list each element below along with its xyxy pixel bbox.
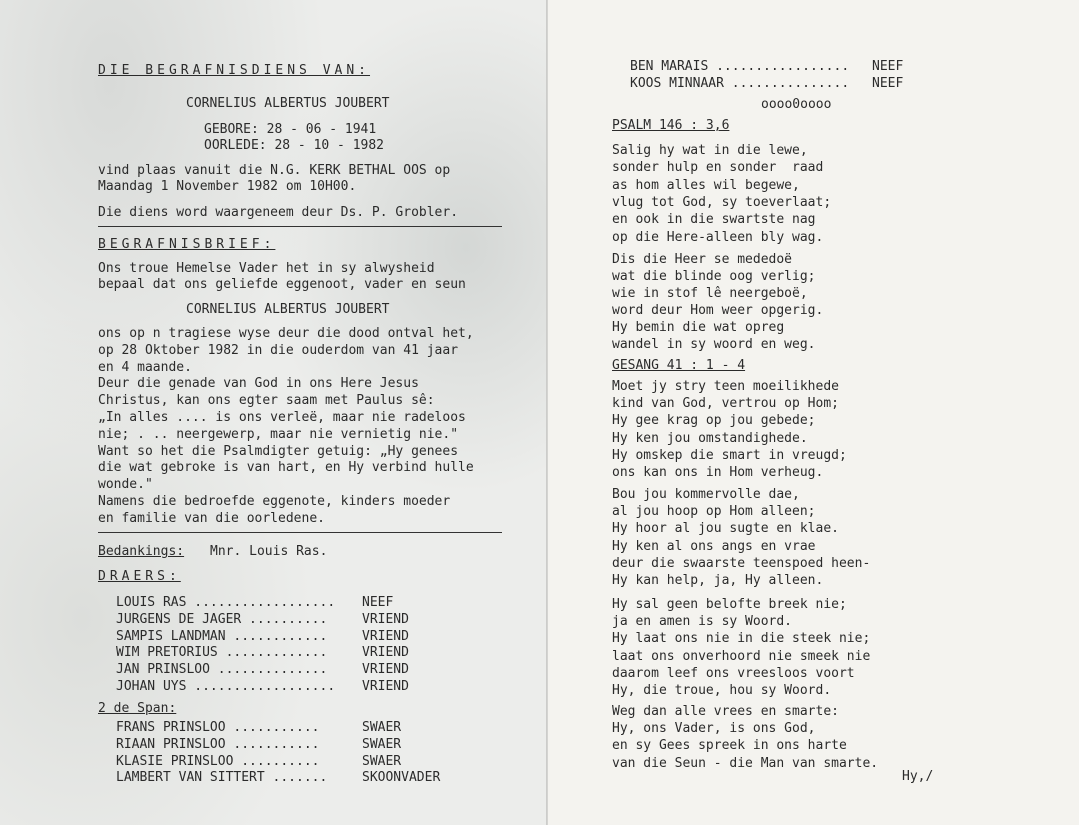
- text-line: kind van God, vertrou op Hom;: [612, 396, 839, 412]
- person-relation: SWAER: [362, 736, 402, 752]
- text-line: sonder hulp en sonder raad: [612, 160, 824, 176]
- text-line: Bou jou kommervolle dae,: [612, 487, 800, 502]
- person-name: KOOS MINNAAR ...............: [630, 76, 850, 91]
- thanks-label: Bedankings:: [98, 544, 185, 559]
- text-line: Dis die Heer se mededoë: [612, 252, 793, 267]
- birth-date: GEBORE: 28 - 06 - 1941: [204, 122, 377, 137]
- text-line: Christus, kan ons egter saam met Paulus sê:: [98, 393, 435, 409]
- text-line: Hy ken jou omstandighede.: [612, 430, 808, 446]
- text-line: wat die blinde oog verlig;: [612, 269, 816, 284]
- person-name: LOUIS RAS ..................: [116, 595, 336, 610]
- text-line: op 28 Oktober 1982 in die ouderdom van 41 jaar: [98, 342, 459, 358]
- text-line: nie; . .. neergewerp, maar nie vernietig nie.": [98, 426, 459, 442]
- separator: oooo0oooo: [761, 97, 832, 112]
- text-line: daarom leef ons vreesloos voort: [612, 665, 855, 681]
- text-line: Hy gee krag op jou gebede;: [612, 413, 816, 429]
- person-name: WIM PRETORIUS .............: [116, 645, 328, 661]
- person-name: JURGENS DE JAGER ..........: [116, 611, 328, 627]
- person-relation: VRIEND: [362, 679, 409, 694]
- text-line: ons kan ons in Hom verheug.: [612, 465, 824, 480]
- minister-line: Die diens word waargeneem deur Ds. P. Grobler.: [98, 205, 459, 220]
- text-line: al jou hoop op Hom alleen;: [612, 504, 816, 520]
- text-line: Moet jy stry teen moeilikhede: [612, 379, 839, 394]
- person-name: KLASIE PRINSLOO ..........: [116, 753, 320, 769]
- person-name: SAMPIS LANDMAN ............: [116, 628, 328, 644]
- person-name: FRANS PRINSLOO ...........: [116, 720, 320, 735]
- text-line: Hy ken al ons angs en vrae: [612, 538, 816, 554]
- person-relation: VRIEND: [362, 662, 409, 678]
- text-line: Hy bemin die wat opreg: [612, 320, 785, 335]
- service-heading: DIE BEGRAFNISDIENS VAN:: [98, 63, 371, 78]
- text-line: Salig hy wat in die lewe,: [612, 143, 808, 158]
- span2-heading: 2 de Span:: [98, 701, 177, 716]
- text-line: Ons troue Hemelse Vader het in sy alwysheid: [98, 261, 435, 276]
- text-line: Hy, ons Vader, is ons God,: [612, 721, 816, 737]
- text-line: ja en amen is sy Woord.: [612, 614, 793, 630]
- text-line: wandel in sy woord en weg.: [612, 337, 816, 352]
- text-line: Want so het die Psalmdigter getuig: „Hy genees: [98, 443, 459, 459]
- text-line: van die Seun - die Man van smarte.: [612, 755, 879, 771]
- letter-heading: BEGRAFNISBRIEF:: [98, 237, 276, 252]
- right-page: [548, 0, 1079, 825]
- psalm-heading: PSALM 146 : 3,6: [612, 118, 730, 133]
- text-line: ons op n tragiese wyse deur die dood ontval het,: [98, 326, 474, 341]
- text-line: laat ons onverhoord nie smeek nie: [612, 648, 871, 664]
- continued-mark: Hy,/: [902, 769, 934, 784]
- text-line: as hom alles wil begewe,: [612, 177, 800, 193]
- person-relation: VRIEND: [362, 628, 409, 644]
- gesang-heading: GESANG 41 : 1 - 4: [612, 358, 746, 373]
- person-relation: NEEF: [872, 59, 904, 74]
- bearers-heading: DRAERS:: [98, 569, 181, 584]
- text-line: en ook in die swartste nag: [612, 212, 816, 228]
- text-line: Deur die genade van God in ons Here Jesus: [98, 376, 419, 392]
- text-line: vind plaas vanuit die N.G. KERK BETHAL OOS op: [98, 163, 451, 178]
- text-line: Maandag 1 November 1982 om 10H00.: [98, 179, 357, 194]
- person-relation: SWAER: [362, 720, 402, 735]
- text-line: wonde.": [98, 477, 153, 493]
- text-line: bepaal dat ons geliefde eggenoot, vader en seun: [98, 277, 466, 292]
- text-line: Hy sal geen belofte breek nie;: [612, 597, 847, 612]
- person-name: RIAAN PRINSLOO ...........: [116, 736, 320, 752]
- deceased-name: CORNELIUS ALBERTUS JOUBERT: [186, 96, 390, 111]
- person-relation: SWAER: [362, 753, 402, 769]
- text-line: Hy, die troue, hou sy Woord.: [612, 683, 832, 698]
- person-relation: VRIEND: [362, 645, 409, 661]
- thanks-name: Mnr. Louis Ras.: [210, 544, 328, 559]
- text-line: op die Here-alleen bly wag.: [612, 229, 824, 245]
- divider: [98, 226, 502, 227]
- text-line: „In alles .... is ons verleë, maar nie radeloos: [98, 410, 466, 425]
- divider: [98, 532, 502, 533]
- person-relation: NEEF: [362, 595, 394, 610]
- person-relation: VRIEND: [362, 611, 409, 627]
- text-line: en 4 maande.: [98, 359, 192, 375]
- death-date: OORLEDE: 28 - 10 - 1982: [204, 138, 385, 153]
- text-line: word deur Hom weer opgerig.: [612, 303, 824, 318]
- text-line: Hy hoor al jou sugte en klae.: [612, 521, 839, 537]
- text-line: deur die swaarste teenspoed heen-: [612, 555, 871, 571]
- text-line: en familie van die oorledene.: [98, 510, 325, 526]
- person-relation: NEEF: [872, 76, 904, 91]
- text-line: Hy laat ons nie in die steek nie;: [612, 631, 871, 647]
- text-line: Hy kan help, ja, Hy alleen.: [612, 573, 824, 588]
- person-name: JOHAN UYS ..................: [116, 679, 336, 694]
- text-line: wie in stof lê neergeboë,: [612, 286, 808, 301]
- person-name: JAN PRINSLOO ..............: [116, 662, 328, 678]
- person-name: BEN MARAIS .................: [630, 59, 850, 74]
- person-name: LAMBERT VAN SITTERT .......: [116, 770, 328, 786]
- text-line: Namens die bedroefde eggenote, kinders moeder: [98, 494, 451, 509]
- person-relation: SKOONVADER: [362, 770, 441, 786]
- deceased-name-repeat: CORNELIUS ALBERTUS JOUBERT: [186, 302, 390, 317]
- text-line: en sy Gees spreek in ons harte: [612, 738, 847, 754]
- text-line: die wat gebroke is van hart, en Hy verbind hulle: [98, 460, 474, 476]
- text-line: Hy omskep die smart in vreugd;: [612, 447, 847, 463]
- text-line: vlug tot God, sy toeverlaat;: [612, 194, 832, 210]
- text-line: Weg dan alle vrees en smarte:: [612, 704, 839, 719]
